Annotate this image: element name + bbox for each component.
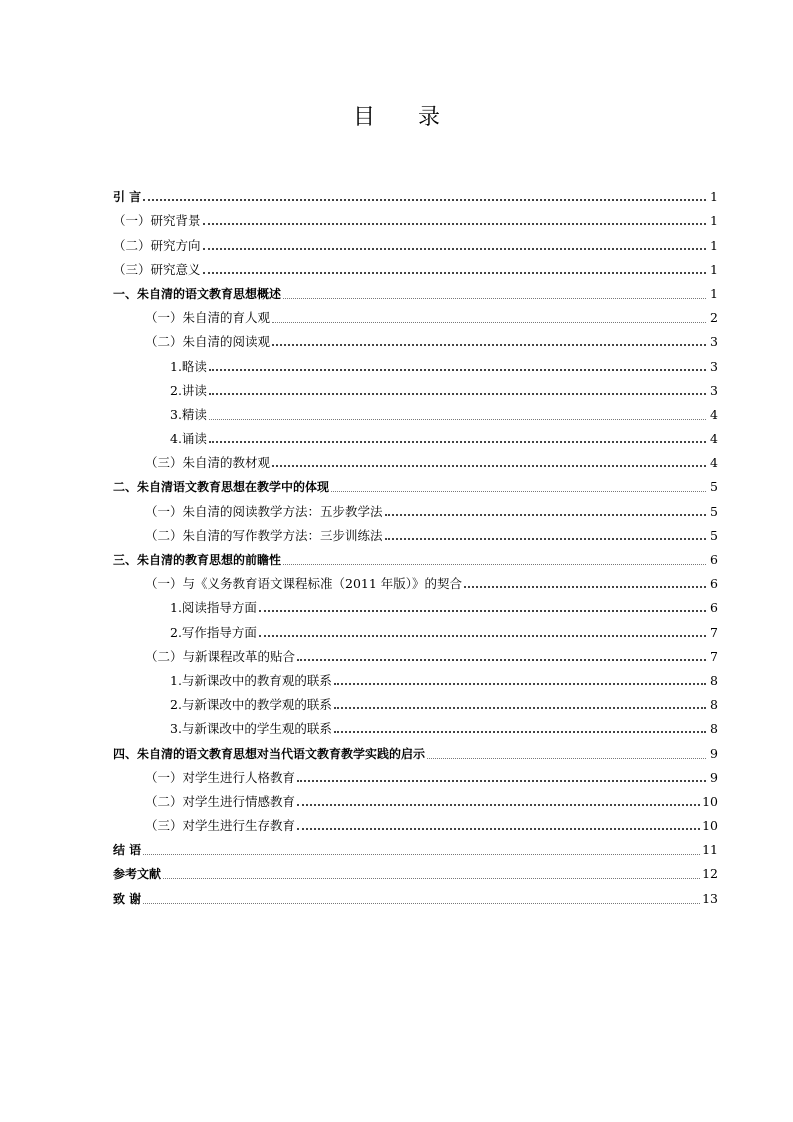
- toc-entry-label: （二）朱自清的阅读观: [145, 334, 271, 350]
- toc-page-number: 5: [710, 527, 718, 543]
- toc-entry-label: （二）与新课程改革的贴合: [145, 648, 296, 664]
- toc-entry[interactable]: [113, 350, 718, 374]
- toc-page-number: 6: [710, 552, 718, 567]
- toc-page-number: 9: [710, 769, 718, 785]
- toc-leader-dots: [203, 264, 706, 274]
- toc-entry-label: 参考文献: [113, 867, 162, 882]
- toc-entry-label: 一、朱自清的语文教育思想概述: [113, 286, 282, 301]
- toc-leader-dots: [143, 846, 700, 855]
- toc-entry[interactable]: [113, 568, 718, 592]
- toc-entry[interactable]: [113, 592, 718, 616]
- toc-page-number: 3: [710, 334, 718, 350]
- toc-entry[interactable]: [113, 834, 718, 858]
- toc-leader-dots: [209, 411, 706, 420]
- toc-entry[interactable]: [113, 229, 718, 253]
- toc-leader-dots: [385, 506, 706, 516]
- table-of-contents: [113, 181, 718, 907]
- toc-entry-label: （一）研究背景: [113, 213, 201, 229]
- toc-entry-label: 结 语: [113, 843, 142, 858]
- toc-leader-dots: [272, 314, 706, 323]
- toc-page-number: 7: [710, 648, 718, 664]
- toc-page-number: 8: [710, 697, 718, 713]
- toc-leader-dots: [259, 627, 706, 637]
- toc-leader-dots: [163, 870, 700, 879]
- toc-page-number: 1: [710, 213, 718, 229]
- toc-entry[interactable]: [113, 326, 718, 350]
- toc-entry[interactable]: [113, 254, 718, 278]
- toc-entry-label: 1.与新课改中的教育观的联系: [170, 672, 332, 688]
- toc-page-number: 11: [702, 842, 718, 858]
- toc-entry-label: （三）对学生进行生存教育: [145, 818, 296, 834]
- toc-entry-label: （一）对学生进行人格教育: [145, 769, 296, 785]
- toc-leader-dots: [331, 483, 706, 492]
- toc-entry[interactable]: [113, 713, 718, 737]
- toc-page-number: 4: [710, 455, 718, 471]
- toc-entry-label: 三、朱自清的教育思想的前瞻性: [113, 553, 282, 567]
- toc-entry-label: （三）朱自清的教材观: [145, 455, 271, 471]
- toc-entry[interactable]: [113, 882, 718, 906]
- toc-leader-dots: [203, 240, 706, 250]
- toc-page-number: 10: [702, 818, 718, 834]
- toc-entry-label: （一）朱自清的阅读教学方法：五步教学法: [145, 503, 383, 519]
- toc-entry[interactable]: [113, 810, 718, 834]
- toc-page-number: 5: [710, 479, 718, 495]
- toc-leader-dots: [297, 772, 706, 782]
- toc-leader-dots: [272, 457, 706, 467]
- toc-entry[interactable]: [113, 616, 718, 640]
- toc-entry-label: 2.写作指导方面: [170, 624, 257, 640]
- toc-entry[interactable]: [113, 786, 718, 810]
- toc-leader-dots: [334, 675, 706, 685]
- toc-entry-label: 4.诵读: [170, 431, 207, 447]
- toc-page-number: 5: [710, 503, 718, 519]
- toc-entry-label: 引 言: [113, 190, 142, 205]
- toc-entry-label: （三）研究意义: [113, 261, 201, 277]
- toc-page-number: 1: [710, 261, 718, 277]
- toc-leader-dots: [283, 290, 706, 299]
- toc-entry-label: 二、朱自清语文教育思想在教学中的体现: [113, 480, 330, 495]
- toc-entry[interactable]: [113, 399, 718, 423]
- toc-leader-dots: [203, 215, 706, 225]
- toc-leader-dots: [259, 602, 706, 612]
- toc-page-number: 8: [710, 672, 718, 688]
- toc-entry[interactable]: [113, 375, 718, 399]
- toc-page-number: 1: [710, 237, 718, 253]
- toc-entry-label: 致 谢: [113, 891, 142, 906]
- toc-entry[interactable]: [113, 762, 718, 786]
- toc-entry[interactable]: [113, 302, 718, 326]
- toc-entry[interactable]: [113, 689, 718, 713]
- toc-entry-label: 1.略读: [170, 358, 207, 374]
- toc-page-number: 3: [710, 382, 718, 398]
- toc-leader-dots: [272, 336, 706, 346]
- toc-entry-label: 2.讲读: [170, 382, 207, 398]
- toc-entry-label: （二）对学生进行情感教育: [145, 793, 296, 809]
- toc-leader-dots: [143, 895, 700, 904]
- toc-page-number: 6: [710, 576, 718, 592]
- toc-leader-dots: [297, 796, 700, 806]
- toc-entry[interactable]: [113, 423, 718, 447]
- toc-entry[interactable]: [113, 447, 718, 471]
- toc-page-number: 10: [702, 793, 718, 809]
- toc-leader-dots: [334, 723, 706, 733]
- toc-entry[interactable]: [113, 278, 718, 302]
- toc-entry[interactable]: [113, 858, 718, 882]
- toc-leader-dots: [297, 820, 700, 830]
- toc-leader-dots: [209, 361, 706, 371]
- toc-entry[interactable]: [113, 471, 718, 495]
- toc-page-number: 2: [710, 310, 718, 326]
- toc-page-number: 1: [710, 189, 718, 205]
- page-title: 目 录: [353, 105, 458, 130]
- toc-page-number: 9: [710, 745, 718, 761]
- toc-leader-dots: [209, 433, 706, 443]
- toc-leader-dots: [283, 556, 706, 565]
- toc-leader-dots: [143, 191, 706, 201]
- toc-entry[interactable]: [113, 641, 718, 665]
- toc-entry[interactable]: [113, 205, 718, 229]
- toc-leader-dots: [297, 651, 706, 661]
- toc-entry[interactable]: [113, 181, 718, 205]
- toc-entry[interactable]: [113, 737, 718, 761]
- toc-entry[interactable]: [113, 544, 718, 568]
- toc-page-number: 8: [710, 721, 718, 737]
- toc-entry[interactable]: [113, 520, 718, 544]
- toc-entry-label: （二）研究方向: [113, 237, 201, 253]
- toc-entry-label: （二）朱自清的写作教学方法：三步训练法: [145, 527, 383, 543]
- toc-leader-dots: [427, 750, 706, 759]
- toc-page-number: 4: [710, 431, 718, 447]
- toc-entry-label: 3.与新课改中的学生观的联系: [170, 721, 332, 737]
- toc-entry-label: 3.精读: [170, 406, 207, 422]
- toc-entry-label: （一）朱自清的育人观: [145, 310, 271, 326]
- toc-entry[interactable]: [113, 665, 718, 689]
- toc-entry-label: 2.与新课改中的教学观的联系: [170, 697, 332, 713]
- toc-page-number: 12: [702, 866, 718, 882]
- toc-page-number: 13: [702, 890, 718, 906]
- toc-entry-label: 四、朱自清的语文教育思想对当代语文教育教学实践的启示: [113, 746, 426, 761]
- toc-entry-label: 1.阅读指导方面: [170, 600, 257, 616]
- toc-leader-dots: [385, 530, 706, 540]
- toc-leader-dots: [464, 578, 706, 588]
- toc-page-number: 7: [710, 624, 718, 640]
- toc-page-number: 6: [710, 600, 718, 616]
- toc-leader-dots: [209, 385, 706, 395]
- toc-page-number: 4: [710, 406, 718, 422]
- toc-page-number: 1: [710, 285, 718, 301]
- toc-page-number: 3: [710, 358, 718, 374]
- toc-entry-label: （一）与《义务教育语文课程标准（2011 年版）》的契合: [145, 576, 463, 592]
- toc-entry[interactable]: [113, 495, 718, 519]
- toc-leader-dots: [334, 699, 706, 709]
